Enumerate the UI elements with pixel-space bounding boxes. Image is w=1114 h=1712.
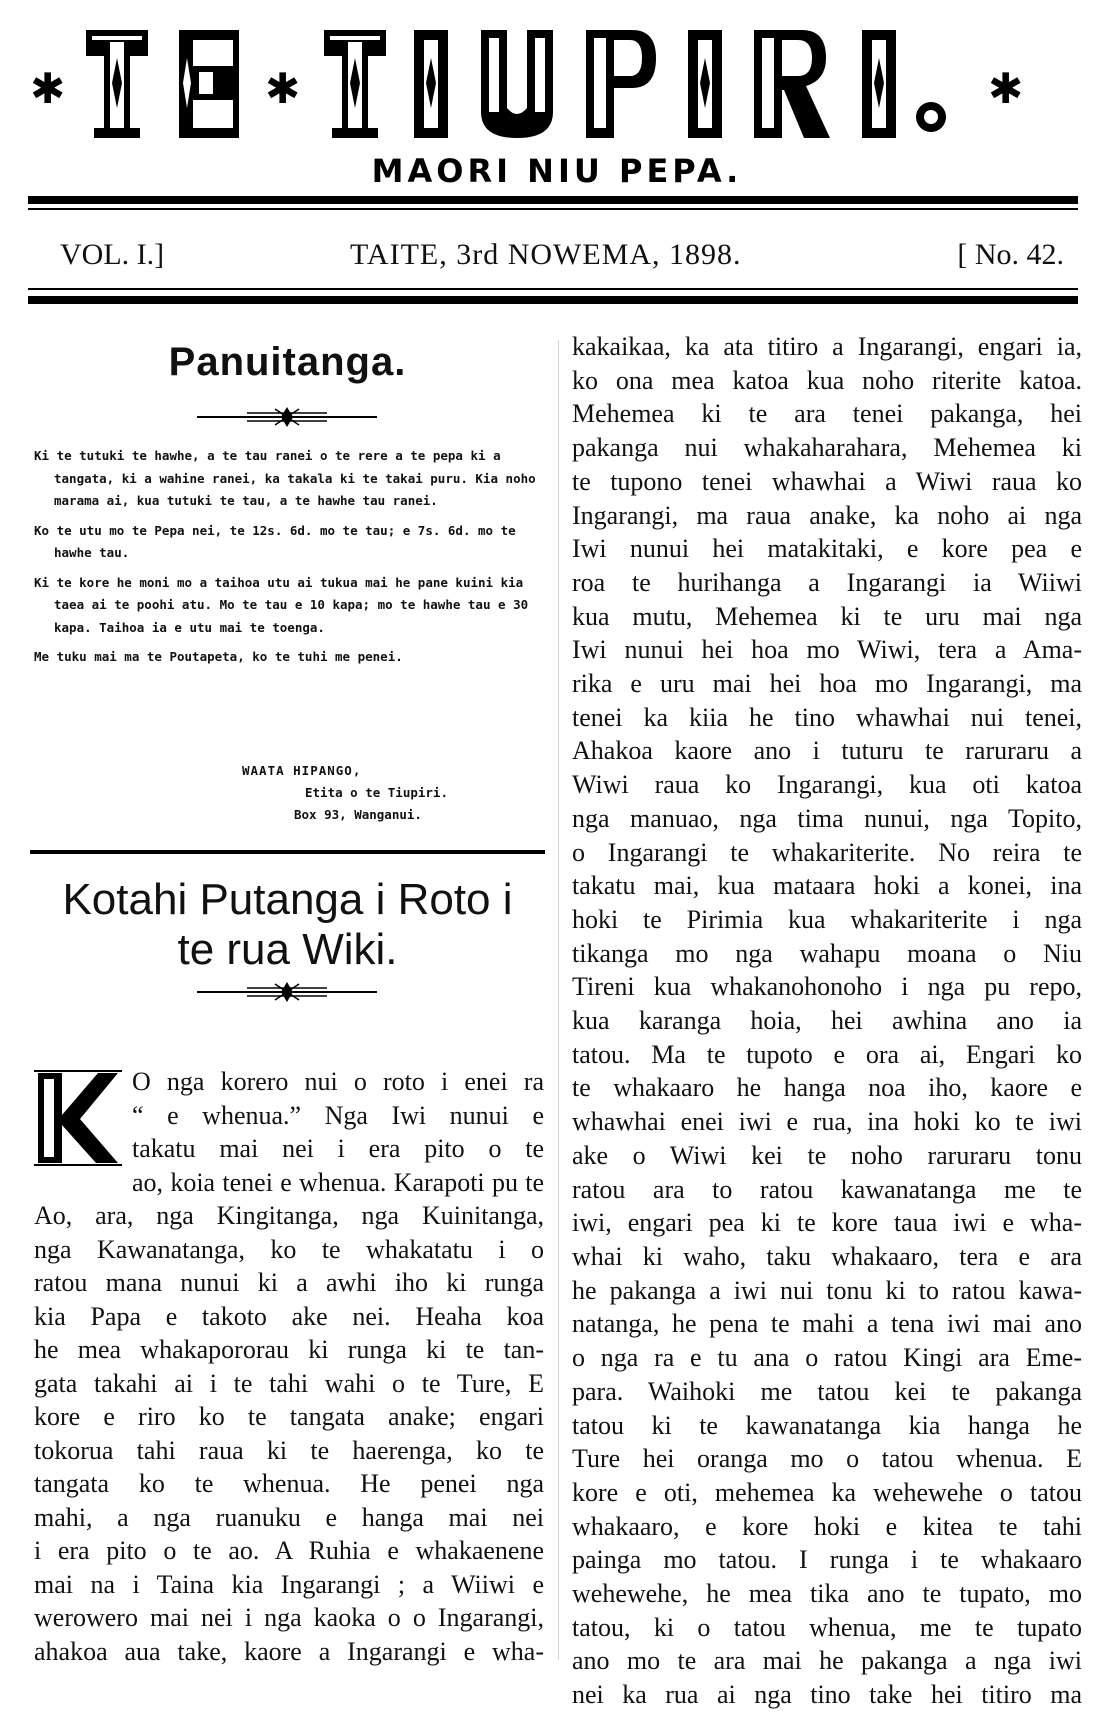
title-letter-p (582, 28, 658, 140)
star-icon: ✱ (988, 64, 1024, 113)
text-line: tokorua tahi raua ki te haerenga, ko te (34, 1435, 544, 1465)
right-column (572, 330, 1082, 1712)
text-line: ratou mana nunui ki a awhi iho ki runga (34, 1268, 544, 1297)
article-body-left (34, 1065, 544, 1668)
text-line: ratou ara to ratou kawanatanga me te (572, 1174, 1082, 1204)
notice-paragraph: Ki te tutuki te hawhe, a te tau ranei o te rere a te pepa ki a tangata, ki a wahine ranei, ka takala ki te takai puru. Kia noho marama ai, kua tutuki te tau, a te hawhe tau ranei. (34, 448, 536, 508)
article-lines (572, 330, 1082, 1712)
ornament-divider-icon (187, 405, 387, 429)
star-icon: ✱ (265, 64, 301, 113)
title-letter-e (175, 28, 241, 140)
text-line: wehewehe, he mea tika ano te tupato, mo (572, 1579, 1082, 1609)
text-line: mahi, a nga ruanuku e hanga mai nei (34, 1502, 544, 1532)
text-line: painga mo tatou. I runga i te whakaaro (572, 1545, 1082, 1575)
article-heading (30, 875, 545, 975)
masthead (0, 0, 1114, 330)
text-line: ake o Wiwi kei te noho raruraru tonu (572, 1140, 1082, 1170)
dropcap-k-icon (34, 1069, 122, 1167)
text-line: Iwi nunui hei matakitaki, e kore pea e (572, 534, 1082, 564)
article-heading-line: Kotahi Putanga i Roto i (62, 875, 513, 924)
text-line: iwi, engari pea ki te kore taua iwi e wha- (572, 1208, 1082, 1238)
dateline-rule (28, 296, 1078, 304)
volume-label: VOL. I.] (60, 238, 165, 271)
text-line: werowero mai nei i nga kaoka o o Ingarangi, (34, 1603, 544, 1632)
text-line: gata takahi ai i te tahi wahi o te Ture, E (34, 1368, 544, 1398)
text-line: Ahakoa kaore ano i tuturu te raruraru a (572, 736, 1082, 766)
text-line: i era pito o te ao. A Ruhia e whakaenene (34, 1536, 544, 1565)
text-line: kore e oti, mehemea ka wehewehe o tatou (572, 1477, 1082, 1507)
text-line: tatou, ki o tatou whenua, me te tupato (572, 1612, 1082, 1642)
notice-paragraph: Me tuku mai ma te Poutapeta, ko te tuhi me penei. (34, 649, 403, 664)
title-letter-i2 (682, 28, 728, 140)
text-line: “ e whenua.” Nga Iwi nunui e (132, 1100, 544, 1130)
dateline-rule-thin (28, 288, 1078, 290)
text-line: para. Waihoki me tatou kei te pakanga (572, 1376, 1082, 1406)
text-line: o nga ra e tu ana o ratou Kingi ara Eme- (572, 1343, 1082, 1373)
title-letter-u (477, 28, 557, 140)
title-letter-t1 (84, 28, 150, 140)
notice-paragraph: Ko te utu mo te Pepa nei, te 12s. 6d. mo te tau; e 7s. 6d. mo te hawhe tau. (34, 522, 516, 560)
ornament-divider-icon (187, 980, 387, 1004)
article-heading-line: te rua Wiki. (177, 925, 398, 974)
text-line: tangata ko te whenua. He penei nga (34, 1469, 544, 1498)
text-line: whakaaro, e kore hoki e kitea te tahi (572, 1511, 1082, 1541)
masthead-rule-thin (28, 208, 1078, 210)
text-line: kia Papa e takoto ake nei. Heaha koa (34, 1301, 544, 1331)
text-line: kua karanga hoia, hei awhina ano ia (572, 1006, 1082, 1036)
title-letter-r (750, 28, 832, 140)
text-line: natanga, he pena te mahi a tena iwi mai ano (572, 1309, 1082, 1339)
text-line: te whakaaro he hanga noa iho, kaore e (572, 1073, 1082, 1103)
text-line: hoki te Pirimia kua whakariterite i nga (572, 904, 1082, 934)
text-line: Iwi nunui hei hoa mo Wiwi, tera a Ama- (572, 635, 1082, 665)
text-line: ao, koia tenei e whenua. Karapoti pu te (132, 1167, 544, 1197)
text-line: ano mo te ara mai he pakanga a nga iwi (572, 1646, 1082, 1676)
star-icon: ✱ (30, 64, 66, 113)
issue-date: TAITE, 3rd NOWEMA, 1898. (350, 238, 742, 271)
notice-body (34, 445, 544, 676)
dateline (28, 238, 1078, 278)
text-line: he mea whakapororau ki runga ki te tan- (34, 1335, 544, 1364)
text-line: takatu mai, kua mataara hoki a konei, ina (572, 871, 1082, 901)
title-letter-i3 (856, 28, 902, 140)
text-line: tatou. Ma te tupoto e ora ai, Engari ko (572, 1039, 1082, 1069)
text-line: ko ona mea katoa kua noho riterite katoa. (572, 365, 1082, 395)
text-line: takatu mai nei i era pito o te (132, 1134, 544, 1163)
text-line: tatou ki te kawanatanga kia hanga he (572, 1410, 1082, 1440)
signature-block (30, 760, 500, 826)
postal-address: Box 93, Wanganui. (294, 807, 422, 822)
text-line: kakaikaa, ka ata titiro a Ingarangi, engari ia, (572, 332, 1082, 361)
text-line: o Ingarangi te whakariterite. No reira te (572, 837, 1082, 867)
section-divider (30, 850, 545, 854)
text-line: he pakanga a iwi nui tonu ki to ratou kawa- (572, 1275, 1082, 1305)
text-line: pakanga nui whakaharahara, Mehemea ki (572, 433, 1082, 463)
text-line: kore e riro ko te tangata anake; engari (34, 1402, 544, 1431)
newspaper-title (30, 20, 1090, 160)
issue-number: [ No. 42. (957, 238, 1064, 271)
notice-heading: Panuitanga. (168, 340, 407, 384)
editor-role: Etita o te Tiupiri. (305, 785, 448, 800)
masthead-rule (28, 196, 1078, 204)
notice-paragraph: Ki te kore he moni mo a taihoa utu ai tukua mai he pane kuini kia taea ai te poohi atu. Mo te tau e 10 kapa; mo te hawhe tau e 30 kapa. Taihoa ia e utu mai te toenga. (34, 574, 529, 635)
text-line: nei ka rua ai nga tino take hei titiro ma (572, 1680, 1082, 1710)
text-line: Mehemea ki te ara tenei pakanga, hei (572, 399, 1082, 429)
text-line: rika e uru mai hei hoa mo Ingarangi, ma (572, 669, 1082, 699)
text-line: tenei ka kiia he tino whawhai nui tenei, (572, 702, 1082, 732)
text-line: roa te hurihanga a Ingarangi ia Wiiwi (572, 567, 1082, 597)
text-line: tikanga mo nga wahapu moana o Niu (572, 938, 1082, 968)
column-separator (558, 340, 559, 1660)
text-line: O nga korero nui o roto i enei ra (132, 1067, 544, 1096)
text-line: te tupono tenei whawhai a Wiwi raua ko (572, 466, 1082, 496)
text-line: nga manuao, nga tima nunui, nga Topito, (572, 803, 1082, 833)
title-letter-t2 (322, 28, 388, 140)
text-line: mai na i Taina kia Ingarangi ; a Wiiwi e (34, 1569, 544, 1599)
editor-name: WAATA HIPANGO, (242, 763, 362, 778)
title-letter-i1 (408, 28, 454, 140)
text-line: whawhai enei iwi e rua, ina hoki ko te iwi (572, 1107, 1082, 1137)
text-line: Tireni kua whakanohonoho i nga pu repo, (572, 972, 1082, 1002)
subtitle: MAORI NIU PEPA. (371, 152, 743, 190)
text-line: Ture hei oranga mo o tatou whenua. E (572, 1444, 1082, 1474)
text-line: whai ki waho, taku whakaaro, tera e ara (572, 1241, 1082, 1271)
text-line: Wiwi raua ko Ingarangi, kua oti katoa (572, 770, 1082, 800)
text-line: Ao, ara, nga Kingitanga, nga Kuinitanga, (34, 1201, 544, 1230)
text-line: Ingarangi, ma raua anake, ka noho ai nga (572, 500, 1082, 530)
text-line: kua mutu, Mehemea ki te uru mai nga (572, 601, 1082, 631)
full-stop-ornament-icon (914, 100, 948, 134)
text-line: ahakoa aua take, kaore a Ingarangi e wha- (34, 1636, 544, 1666)
text-line: nga Kawanatanga, ko te whakatatu i o (34, 1234, 544, 1264)
